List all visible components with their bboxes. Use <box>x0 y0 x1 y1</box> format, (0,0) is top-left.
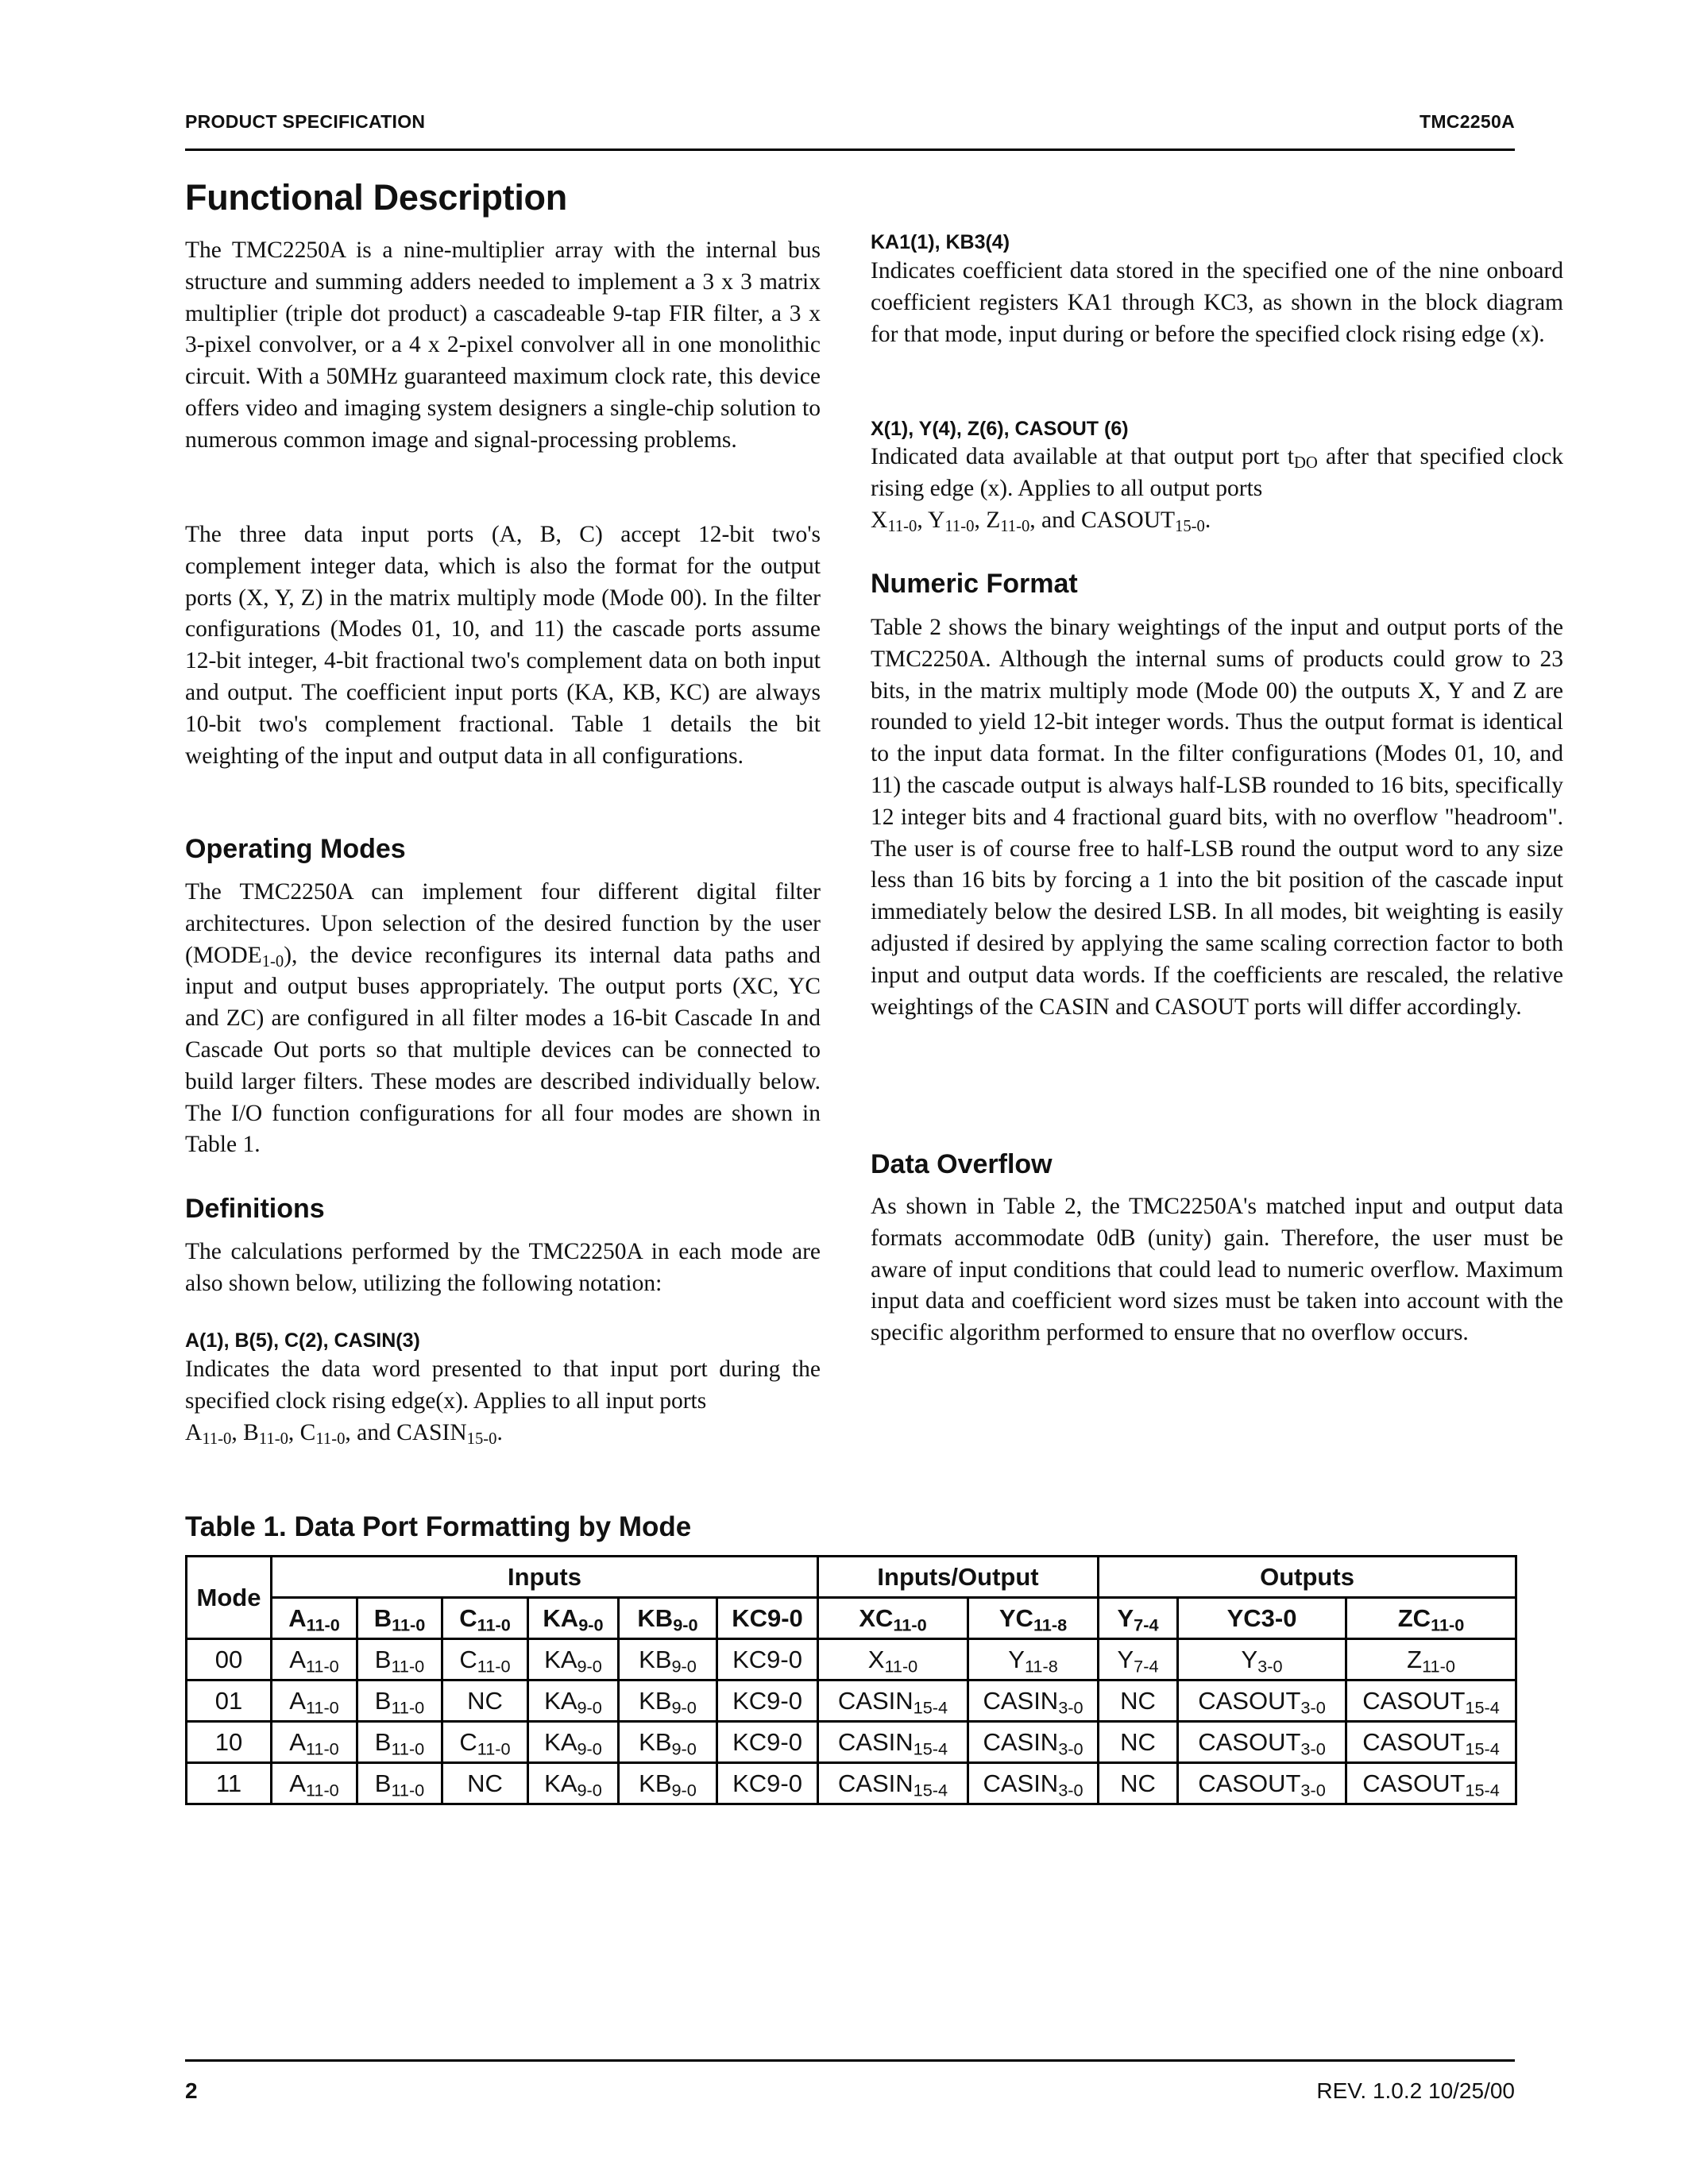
table-cell: NC <box>1099 1680 1178 1722</box>
definitions-heading: Definitions <box>185 1194 325 1224</box>
table-cell: $KA_{9-0}$ <box>528 1680 619 1722</box>
table-cell: $C_{11-0}$ <box>442 1639 528 1680</box>
table-row <box>187 1639 1516 1680</box>
table-cell: KC9-0 <box>717 1639 818 1680</box>
table-cell: $A_{11-0}$ <box>272 1722 357 1763</box>
table-cell: $Y_{7-4}$ <box>1099 1639 1178 1680</box>
intro-paragraph-2: The three data input ports (A, B, C) accept 12-bit two's complement integer data, which is also the format for the output ports (X, Y, Z) in the matrix multiply mode (Mode 00). In the filter configurations (Modes 01, 10, and 11) the cascade ports assume 12-bit integer, 4-bit fractional two's complement data on both input and output. The coefficient input ports (KA, KB, KC) are always 10-bit two's complement fractional. Table 1 details the bit weighting of the input and output data in all configurations. <box>185 522 821 769</box>
table-cell: $KB_{9-0}$ <box>619 1722 717 1763</box>
table-cell: $Y_{3-0}$ <box>1178 1639 1346 1680</box>
column-header: $KB_{9-0}$ <box>619 1598 717 1639</box>
table-cell: $CASOUT_{15-4}$ <box>1346 1763 1516 1804</box>
running-header-left: PRODUCT SPECIFICATION <box>185 111 426 132</box>
table-cell: $CASOUT_{3-0}$ <box>1178 1722 1346 1763</box>
table-cell: $CASOUT_{3-0}$ <box>1178 1763 1346 1804</box>
revision-label: REV. 1.0.2 10/25/00 <box>1316 2078 1515 2103</box>
table-row <box>187 1763 1516 1804</box>
table-cell: $KA_{9-0}$ <box>528 1722 619 1763</box>
intro-paragraph-1: The TMC2250A is a nine-multiplier array with the internal bus structure and summing adders needed to implement a 3 x 3 matrix multiplier (triple dot product) a cascadeable 9-tap FIR filter, a 3 x 3-pixel convolver, or a 4 x 2-pixel convolver all in one monolithic circuit. With a 50MHz guaranteed maximum clock rate, this device offers video and imaging system designers a single-chip solution to numerous common image and signal-processing problems. <box>185 237 821 453</box>
running-header-right: TMC2250A <box>1420 111 1515 132</box>
table-cell: KC9-0 <box>717 1763 818 1804</box>
mode-cell: 11 <box>187 1763 272 1804</box>
data-overflow-text: As shown in Table 2, the TMC2250A's matched input and output data formats accommodate 0dB (unity) gain. Therefore, the user must be aware of input conditions that could lead to numeric overflow. Maximum input data and coefficient word sizes must be taken into account with the specific algorithm performed to ensure that no overflow occurs. <box>871 1194 1563 1346</box>
header-rule <box>185 149 1515 151</box>
table-cell: $CASIN_{15-4}$ <box>818 1763 968 1804</box>
table-cell: $Z_{11-0}$ <box>1346 1639 1516 1680</box>
table-cell: $B_{11-0}$ <box>357 1639 442 1680</box>
table-cell: $CASOUT_{3-0}$ <box>1178 1680 1346 1722</box>
data-overflow-heading: Data Overflow <box>871 1149 1053 1179</box>
column-header: $C_{11-0}$ <box>442 1598 528 1639</box>
table-column-header-row <box>187 1598 1516 1639</box>
table-cell: $A_{11-0}$ <box>272 1680 357 1722</box>
numeric-format-heading: Numeric Format <box>871 569 1078 599</box>
table-cell: $A_{11-0}$ <box>272 1639 357 1680</box>
table-body <box>187 1639 1516 1804</box>
column-header: $A_{11-0}$ <box>272 1598 357 1639</box>
table-cell: $CASIN_{3-0}$ <box>968 1763 1099 1804</box>
column-header: $XC_{11-0}$ <box>818 1598 968 1639</box>
table-cell: $KB_{9-0}$ <box>619 1680 717 1722</box>
mode-cell: 00 <box>187 1639 272 1680</box>
table-cell: NC <box>1099 1722 1178 1763</box>
table-row <box>187 1680 1516 1722</box>
outputs-group-header: Outputs <box>1099 1557 1516 1598</box>
table-cell: $CASIN_{3-0}$ <box>968 1722 1099 1763</box>
operating-modes-heading: Operating Modes <box>185 834 406 864</box>
table-cell: $KA_{9-0}$ <box>528 1763 619 1804</box>
table-cell: $B_{11-0}$ <box>357 1763 442 1804</box>
table-group-header-row <box>187 1557 1516 1598</box>
numeric-format-text: Table 2 shows the binary weightings of the input and output ports of the TMC2250A. Although the internal sums of products could grow to 23 bits, in the matrix multiply mode (Mode 00) the outputs X, Y and Z are rounded to yield 12-bit integer words. Thus the output format is identical to the input data format. In the filter configurations (Modes 01, 10, and 11) the cascade output is always half-LSB rounded to 16 bits, specifically 12 integer bits and 4 fractional guard bits, with no overflow "headroom". The user is of course free to half-LSB round the output word to any size less than 16 bits by forcing a 1 into the bit position of the cascade input immediately below the desired LSB. In all modes, bit weighting is easily adjusted if desired by applying the same scaling correction factor to both input and output data words. If the coefficients are rescaled, the relative weightings of the CASIN and CASOUT ports will differ accordingly. <box>871 615 1563 1020</box>
def-k-heading: KA1(1), KB3(4) <box>871 231 1010 253</box>
table-cell: $B_{11-0}$ <box>357 1680 442 1722</box>
footer-rule <box>185 2059 1515 2062</box>
data-port-formatting-table <box>185 1555 1517 1805</box>
table-cell: $KB_{9-0}$ <box>619 1763 717 1804</box>
table-cell: $B_{11-0}$ <box>357 1722 442 1763</box>
table-cell: $X_{11-0}$ <box>818 1639 968 1680</box>
table-cell: $A_{11-0}$ <box>272 1763 357 1804</box>
table-cell: $CASOUT_{15-4}$ <box>1346 1680 1516 1722</box>
operating-modes-text: The TMC2250A can implement four different digital filter architectures. Upon selection of the desired function by the user $(MODE_{1-0})$, the device reconfigures its internal data paths and input and output buses appropriately. The output ports (XC, YC and ZC) are configured in all filter modes a 16-bit Cascade In and Cascade Out ports so that multiple devices can be connected to build larger filters. These modes are described individually below. The I/O function configurations for all four modes are shown in Table 1. <box>185 879 821 1158</box>
table-cell: KC9-0 <box>717 1722 818 1763</box>
table-row <box>187 1722 1516 1763</box>
column-header: $ZC_{11-0}$ <box>1346 1598 1516 1639</box>
table-cell: $Y_{11-8}$ <box>968 1639 1099 1680</box>
table-cell: $C_{11-0}$ <box>442 1722 528 1763</box>
def-a-heading: A(1), B(5), C(2), CASIN(3) <box>185 1329 420 1352</box>
table-cell: $CASIN_{15-4}$ <box>818 1680 968 1722</box>
table-cell: $CASOUT_{15-4}$ <box>1346 1722 1516 1763</box>
def-k-text: Indicates coefficient data stored in the specified one of the nine onboard coefficient registers KA1 through KC3, as shown in the block diagram for that mode, input during or before the specified clock rising edge (x). <box>871 258 1563 347</box>
column-header: YC3-0 <box>1178 1598 1346 1639</box>
column-header: $Y_{7-4}$ <box>1099 1598 1178 1639</box>
column-header: $B_{11-0}$ <box>357 1598 442 1639</box>
def-x-text: Indicated data available at that output port $t_{DO}$ after that specified clock rising edge (x). Applies to all output ports $X_{11-0}$, $Y_{11-0}$, $Z_{11-0}$, and $CASOUT_{15-0}$. <box>871 444 1563 535</box>
table-cell: $KA_{9-0}$ <box>528 1639 619 1680</box>
mode-cell: 10 <box>187 1722 272 1763</box>
column-header: $KA_{9-0}$ <box>528 1598 619 1639</box>
table-cell: NC <box>442 1763 528 1804</box>
column-header: KC9-0 <box>717 1598 818 1639</box>
table-cell: $CASIN_{3-0}$ <box>968 1680 1099 1722</box>
inputs-group-header: Inputs <box>272 1557 818 1598</box>
page-title: Functional Description <box>185 177 567 218</box>
table-cell: NC <box>442 1680 528 1722</box>
table-cell: KC9-0 <box>717 1680 818 1722</box>
mode-column-header: Mode <box>187 1557 272 1639</box>
table-1-caption: Table 1. Data Port Formatting by Mode <box>185 1511 692 1542</box>
table-cell: $KB_{9-0}$ <box>619 1639 717 1680</box>
table-cell: $CASIN_{15-4}$ <box>818 1722 968 1763</box>
page-number: 2 <box>185 2078 198 2103</box>
inputs-output-group-header: Inputs/Output <box>818 1557 1099 1598</box>
column-header: $YC_{11-8}$ <box>968 1598 1099 1639</box>
definitions-text: The calculations performed by the TMC2250A in each mode are also shown below, utilizing the following notation: <box>185 1239 821 1296</box>
table-cell: NC <box>1099 1763 1178 1804</box>
def-x-heading: X(1), Y(4), Z(6), CASOUT (6) <box>871 418 1129 440</box>
def-a-text: Indicates the data word presented to that input port during the specified clock rising edge(x). Applies to all input ports $A_{11-0}$, $B_{11-0}$, $C_{11-0}$, and $CASIN_{15-0}$. <box>185 1356 821 1448</box>
mode-cell: 01 <box>187 1680 272 1722</box>
